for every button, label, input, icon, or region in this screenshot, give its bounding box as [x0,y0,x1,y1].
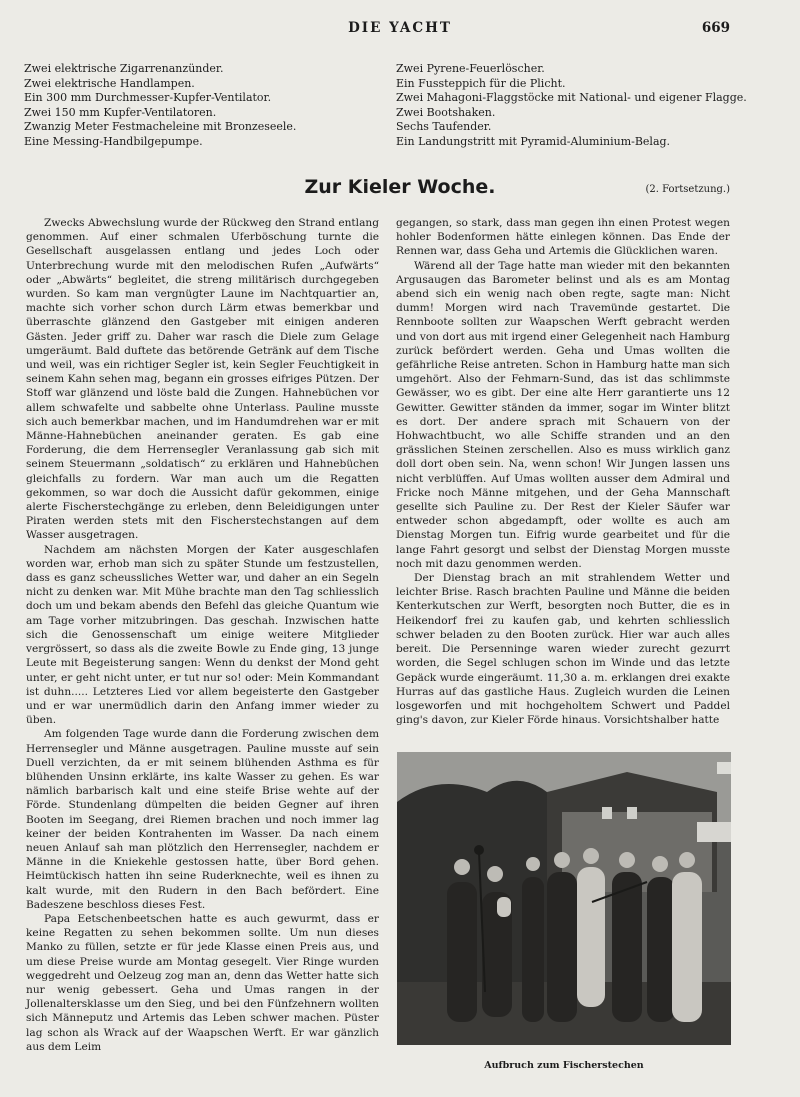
equipment-item: Ein 300 mm Durchmesser-Kupfer-Ventilator. [24,91,272,104]
page-number: 669 [701,20,730,36]
article-title: Zur Kieler Woche. [304,176,496,198]
article-column-left [26,216,379,1054]
journal-title: DIE YACHT [348,20,452,36]
article-paragraph: Der Dienstag brach an mit strahlendem Wetter und leichter Brise. Rasch brachten Pauline und Männe die beiden Kenterkutschen zur Werft, besorgten noch Butter, die es in Heikendorf frei zu kaufen gab, und kehrten schliesslich schwer beladen zu den Booten zurück. Hier war auch alles bereit. Die Persenninge waren wieder zurecht gezurrt worden, die Segel schlugen schon im Winde und das letzte Gepäck wurde eingeräumt. 11,30 a. m. erklangen drei exakte Hurras auf das gastliche Haus. Zugleich wurden die Leinen losgeworfen und mit hochgeholtem Schwert und Paddel ging's davon, zur Kieler Förde hinaus. Vorsichtshalber hatte [396,572,730,727]
equipment-item: Zwei elektrische Zigarrenanzünder. [24,62,224,75]
article-paragraph: Wärend all der Tage hatte man wieder mit den bekannten Argusaugen das Barometer belinst und als es am Montag abend sich ein wenig nach oben regte, sagte man: Nicht dumm! Morgen wird nach Travemünde gestartet. Die Rennboote sollten zur Waapschen Werft gebracht werden und von dort aus mit irgend einer Gelegenheit nach Hamburg zurück befördert werden. Geha und Umas wollten die gefährliche Reise antreten. Schon in Hamburg hatte man sich umgehört. Also der Fehmarn-Sund, das ist das schlimmste Gewässer, wo es gibt. Der eine alte Herr garantierte uns 12 Gewitter. Gewitter ständen da immer, sogar im Winter blitzt es dort. Der andere sprach mit Schauern von der Hohwachtbucht, wo alle Schiffe stranden und an den grässlichen Steinen zerschellen. Also es muss wirklich ganz doll dort oben sein. Na, wenn schon! Wir Jungen lassen uns nicht verblüffen. Auf Umas wollten ausser dem Admiral und Fricke noch Männe mitgehen, und der Geha Mannschaft gesellte sich Pauline zu. Der Rest der Kieler Säufer war entweder schon abgedampft, oder wollte es auch am Dienstag Morgen tun. Eifrig wurde gearbeitet und für die lange Fahrt gesorgt und selbst der Dienstag Morgen musste noch mit dazu genommen werden. [396,259,730,570]
equipment-item: Sechs Taufender. [396,120,492,133]
equipment-item: Zwei Bootshaken. [396,105,496,119]
article-column-right [396,216,730,727]
running-head [0,20,800,44]
article-paragraph: Zwecks Abwechslung wurde der Rückweg den Strand entlang genommen. Auf einer schmalen Uferböschung turnte die Gesellschaft ausgelassen entlang und jedes Loch oder Unterbrechung wurde mit den melodischen Rufen „Aufwärts“ oder „Abwärts“ begleitet, die streng militärisch durchgegeben wurden. So kam man vergnügter Laune im Nachtquartier an, machte sich vorher schon durch Lärm etwas bemerkbar und überraschte glänzend den Gastgeber mit einigen anderen Gästen. Jeder griff zu. Daher war rasch die Diele zum Gelage umgeräumt. Bald duftete das betörende Getränk auf dem Tische und weil, was ein richtiger Segler ist, kein Segler Feuchtigkeit in seinem Kahn sehen mag, begann ein grosses eifriges Pützen. Der Stoff war glänzend und löste bald die Zungen. Hahnebüchen vor allem schwafelte und sabbelte ohne Unterlass. Pauline musste sich auch bemerkbar machen, und im Handumdrehen war er mit Männe-Hahnebüchen aneinander geraten. Es gab eine Forderung, die dem Herrensegler Veranlassung gab sich mit seinem Steuermann „soldatisch“ zu erklären und Hahnebüchen gleichfalls zu fordern. War man auch um die Regatten gekommen, so war doch die Aussicht dafür gekommen, einige alerte Fischerstechgänge zu erleben, denn Beleidigungen unter Piraten werden stets mit den Fischerstechstangen auf dem Wasser ausgetragen. [26,217,379,542]
equipment-item: Eine Messing-Handbilgepumpe. [24,134,203,148]
article-paragraph: gegangen, so stark, dass man gegen ihn einen Protest wegen hohler Bodenformen hätte einlegen können. Das Ende der Rennen war, dass Geha und Artemis die Glücklichen waren. [396,217,730,258]
equipment-item: Zwanzig Meter Festmacheleine mit Bronzeseele. [24,120,297,133]
article-paragraph: Nachdem am nächsten Morgen der Kater ausgeschlafen worden war, erhob man sich zu später Stunde um festzustellen, dass es ganz scheussliches Wetter war, und daher an ein Segeln nicht zu denken war. Mit Mühe brachte man den Tag schliesslich doch um und bekam abends den Befehl das gleiche Quantum wie am Tage vorher mitzubringen. Das geschah. Inzwischen hatte sich die Genossenschaft um einige weitere Mitglieder vergrössert, so dass als die zweite Bowle zu Ende ging, 13 junge Leute mit Begeisterung sangen: Wenn du denkst der Mond geht unter, er geht nicht unter, er tut nur so! oder: Mein Kommandant ist duhn..... Letzteres Lied vor allem begeisterte den Gastgeber und er war unermüdlich darin den Anfang immer wieder zu üben. [26,543,379,727]
equipment-item: Ein Fussteppich für die Plicht. [396,76,566,90]
equipment-item: Zwei 150 mm Kupfer-Ventilatoren. [24,105,217,119]
equipment-item: Zwei elektrische Handlampen. [24,76,195,90]
equipment-item: Zwei Mahagoni-Flaggstöcke mit National- und eigener Flagge. [396,91,747,104]
photo [397,752,731,1045]
photo-caption: Aufbruch zum Fischerstechen [484,1060,644,1071]
equipment-item: Ein Landungstritt mit Pyramid-Aluminium-Belag. [396,134,671,148]
equipment-item: Zwei Pyrene-Feuerlöscher. [396,62,545,75]
equipment-list-left [24,62,374,149]
article-paragraph: Am folgenden Tage wurde dann die Forderung zwischen dem Herrensegler und Männe ausgetragen. Pauline musste auf sein Duell verzichten, da er mit seinem blühenden Asthma es für blühenden Unsinn erklärte, ins kalte Wasser zu gehen. Es war nämlich barbarisch kalt und eine steife Brise wehte auf der Förde. Stundenlang dümpelten die beiden Gegner auf ihren Booten im Seegang, drei Riemen brachen und noch immer lag keiner der beiden Kontrahenten im Wasser. Da nach einem neuen Anlauf sah man plötzlich den Herrensegler, nachdem er Männe in die Kniekehle gestossen hatte, über Bord gehen. Heimtückisch hatten ihn seine Ruderknechte, weil es ihnen zu kalt wurde, mit den Rudern in den Bach befördert. Eine Badeszene beschloss dieses Fest. [26,728,379,911]
article-paragraph: Papa Eetschenbeetschen hatte es auch gewurmt, dass er keine Regatten zu sehen bekommen sollte. Um nun dieses Manko zu füllen, setzte er für jede Klasse einen Preis aus, und um diese Preise wurde am Montag gesegelt. Vier Ringe wurden weggedreht und Oelzeug zog man an, denn das Wetter hatte sich nur wenig gebessert. Geha und Umas rangen in der Jollenaltersklasse um den Sieg, und bei den Fünfzehnern wollten sich Männeputz und Artemis das Leben schwer machen. Püster lag schon als Wrack auf der Waapschen Werft. Er war gänzlich aus dem Leim [26,912,379,1053]
continuation-note: (2. Fortsetzung.) [645,184,730,195]
photo-illustration [397,752,731,1045]
equipment-list-right [396,62,746,149]
